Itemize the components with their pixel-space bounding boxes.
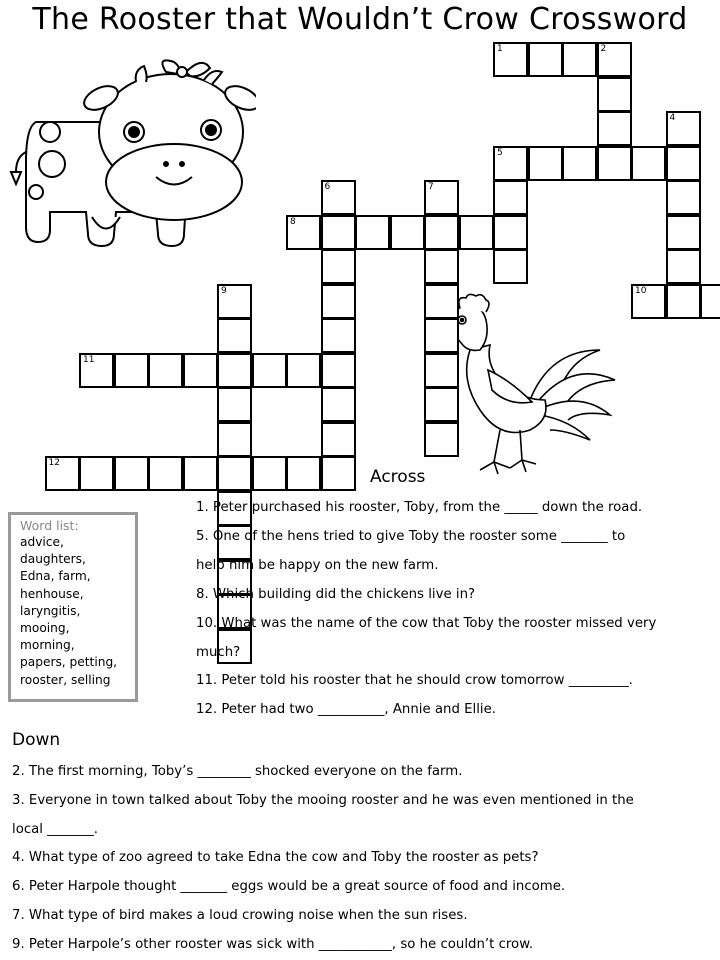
down-clue: 2. The first morning, Toby’s ________ shocked everyone on the farm. [12,764,463,779]
crossword-cell[interactable] [424,284,459,319]
crossword-cell[interactable] [666,111,701,146]
crossword-cell[interactable] [79,353,114,388]
crossword-cell[interactable] [79,456,114,491]
crossword-cell[interactable] [148,353,183,388]
word-list-item: henhouse, [20,586,84,601]
across-clue: help him be happy on the new farm. [196,557,439,573]
clue-number: 4 [669,113,676,123]
crossword-cell[interactable] [631,146,666,181]
crossword-cell[interactable] [286,215,321,250]
crossword-cell[interactable] [321,180,356,215]
across-clue: 8. Which building did the chickens live in? [196,586,476,602]
crossword-cell[interactable] [217,456,252,491]
crossword-cell[interactable] [528,42,563,77]
crossword-cell[interactable] [493,249,528,284]
crossword-cell[interactable] [252,353,287,388]
crossword-cell[interactable] [666,284,701,319]
word-list-item: papers, petting, [20,655,118,670]
crossword-cell[interactable] [321,215,356,250]
across-clue: much? [196,644,241,660]
word-list-items [20,534,135,689]
down-clue: 9. Peter Harpole’s other rooster was sick with ___________, so he couldn’t crow. [12,936,534,952]
crossword-cell[interactable] [459,215,494,250]
word-list-item: advice, [20,535,64,549]
crossword-cell[interactable] [114,456,149,491]
crossword-cell[interactable] [493,215,528,250]
word-list-item: rooster, selling [20,672,111,687]
clue-number: 5 [497,147,503,158]
crossword-cell[interactable] [217,318,252,353]
crossword-cell[interactable] [286,456,321,491]
crossword-cell[interactable] [114,353,149,388]
crossword-cell[interactable] [562,42,597,77]
crossword-cell[interactable] [493,146,528,181]
word-list-item: mooing, [20,621,70,636]
crossword-cell[interactable] [424,422,459,457]
crossword-cell[interactable] [424,387,459,422]
crossword-cell[interactable] [355,215,390,250]
crossword-cell[interactable] [597,42,632,77]
across-clue: 5. One of the hens tried to give Toby the rooster some _______ to [196,528,626,544]
crossword-cell[interactable] [148,456,183,491]
crossword-cell[interactable] [631,284,666,319]
cow-illustration [6,52,256,257]
crossword-cell[interactable] [666,215,701,250]
crossword-cell[interactable] [700,284,720,319]
across-heading: Across [370,467,426,487]
crossword-cell[interactable] [424,353,459,388]
crossword-cell[interactable] [424,249,459,284]
down-clue: 4. What type of zoo agreed to take Edna the cow and Toby the rooster as pets? [12,850,539,866]
crossword-cell[interactable] [45,456,80,491]
clue-number: 11 [83,354,95,365]
word-list-item: Edna, farm, [20,569,91,584]
across-clue: 1. Peter purchased his rooster, Toby, from the _____ down the road. [196,500,643,515]
down-clue: local _______. [12,821,98,837]
clue-number: 2 [600,44,607,54]
crossword-cell[interactable] [528,146,563,181]
crossword-cell[interactable] [217,284,252,319]
crossword-cell[interactable] [183,353,218,388]
crossword-cell[interactable] [666,180,701,215]
crossword-cell[interactable] [321,284,356,319]
crossword-cell[interactable] [424,215,459,250]
crossword-cell[interactable] [666,146,701,181]
across-clue: 12. Peter had two __________, Annie and Ellie. [196,702,497,718]
clue-number: 9 [221,285,227,296]
crossword-cell[interactable] [424,318,459,353]
clue-number: 12 [48,458,60,468]
crossword-cell[interactable] [666,249,701,284]
word-list-box [8,512,138,702]
word-list-item: morning, [20,638,75,653]
crossword-cell[interactable] [217,422,252,457]
down-clue: 7. What type of bird makes a loud crowing noise when the sun rises. [12,908,468,923]
crossword-cell[interactable] [597,146,632,181]
clue-number: 7 [428,182,434,192]
page-title: The Rooster that Wouldn’t Crow Crossword [32,2,688,37]
word-list-title: Word list: [20,518,79,533]
clue-number: 10 [635,285,647,296]
crossword-cell[interactable] [562,146,597,181]
crossword-cell[interactable] [390,215,425,250]
crossword-cell[interactable] [217,387,252,422]
crossword-cell[interactable] [424,180,459,215]
word-list-item: laryngitis, [20,603,81,618]
crossword-cell[interactable] [286,353,321,388]
word-list-item: daughters, [20,552,86,567]
crossword-cell[interactable] [321,422,356,457]
crossword-cell[interactable] [217,353,252,388]
clue-number: 6 [324,182,331,192]
crossword-cell[interactable] [321,456,356,491]
crossword-cell[interactable] [252,456,287,491]
across-clue: 11. Peter told his rooster that he should crow tomorrow _________. [196,673,633,689]
crossword-cell[interactable] [321,353,356,388]
down-clue: 6. Peter Harpole thought _______ eggs would be a great source of food and income. [12,879,566,895]
crossword-cell[interactable] [493,180,528,215]
crossword-cell[interactable] [321,318,356,353]
crossword-cell[interactable] [321,387,356,422]
crossword-cell[interactable] [183,456,218,491]
crossword-cell[interactable] [597,111,632,146]
across-clue: 10. What was the name of the cow that Toby the rooster missed very [196,615,657,631]
crossword-cell[interactable] [321,249,356,284]
clue-number: 1 [497,44,503,54]
down-clue: 3. Everyone in town talked about Toby the mooing rooster and he was even mentioned in the [12,792,634,808]
clue-number: 8 [290,216,296,227]
crossword-cell[interactable] [493,42,528,77]
down-heading: Down [12,730,61,750]
crossword-cell[interactable] [597,77,632,112]
